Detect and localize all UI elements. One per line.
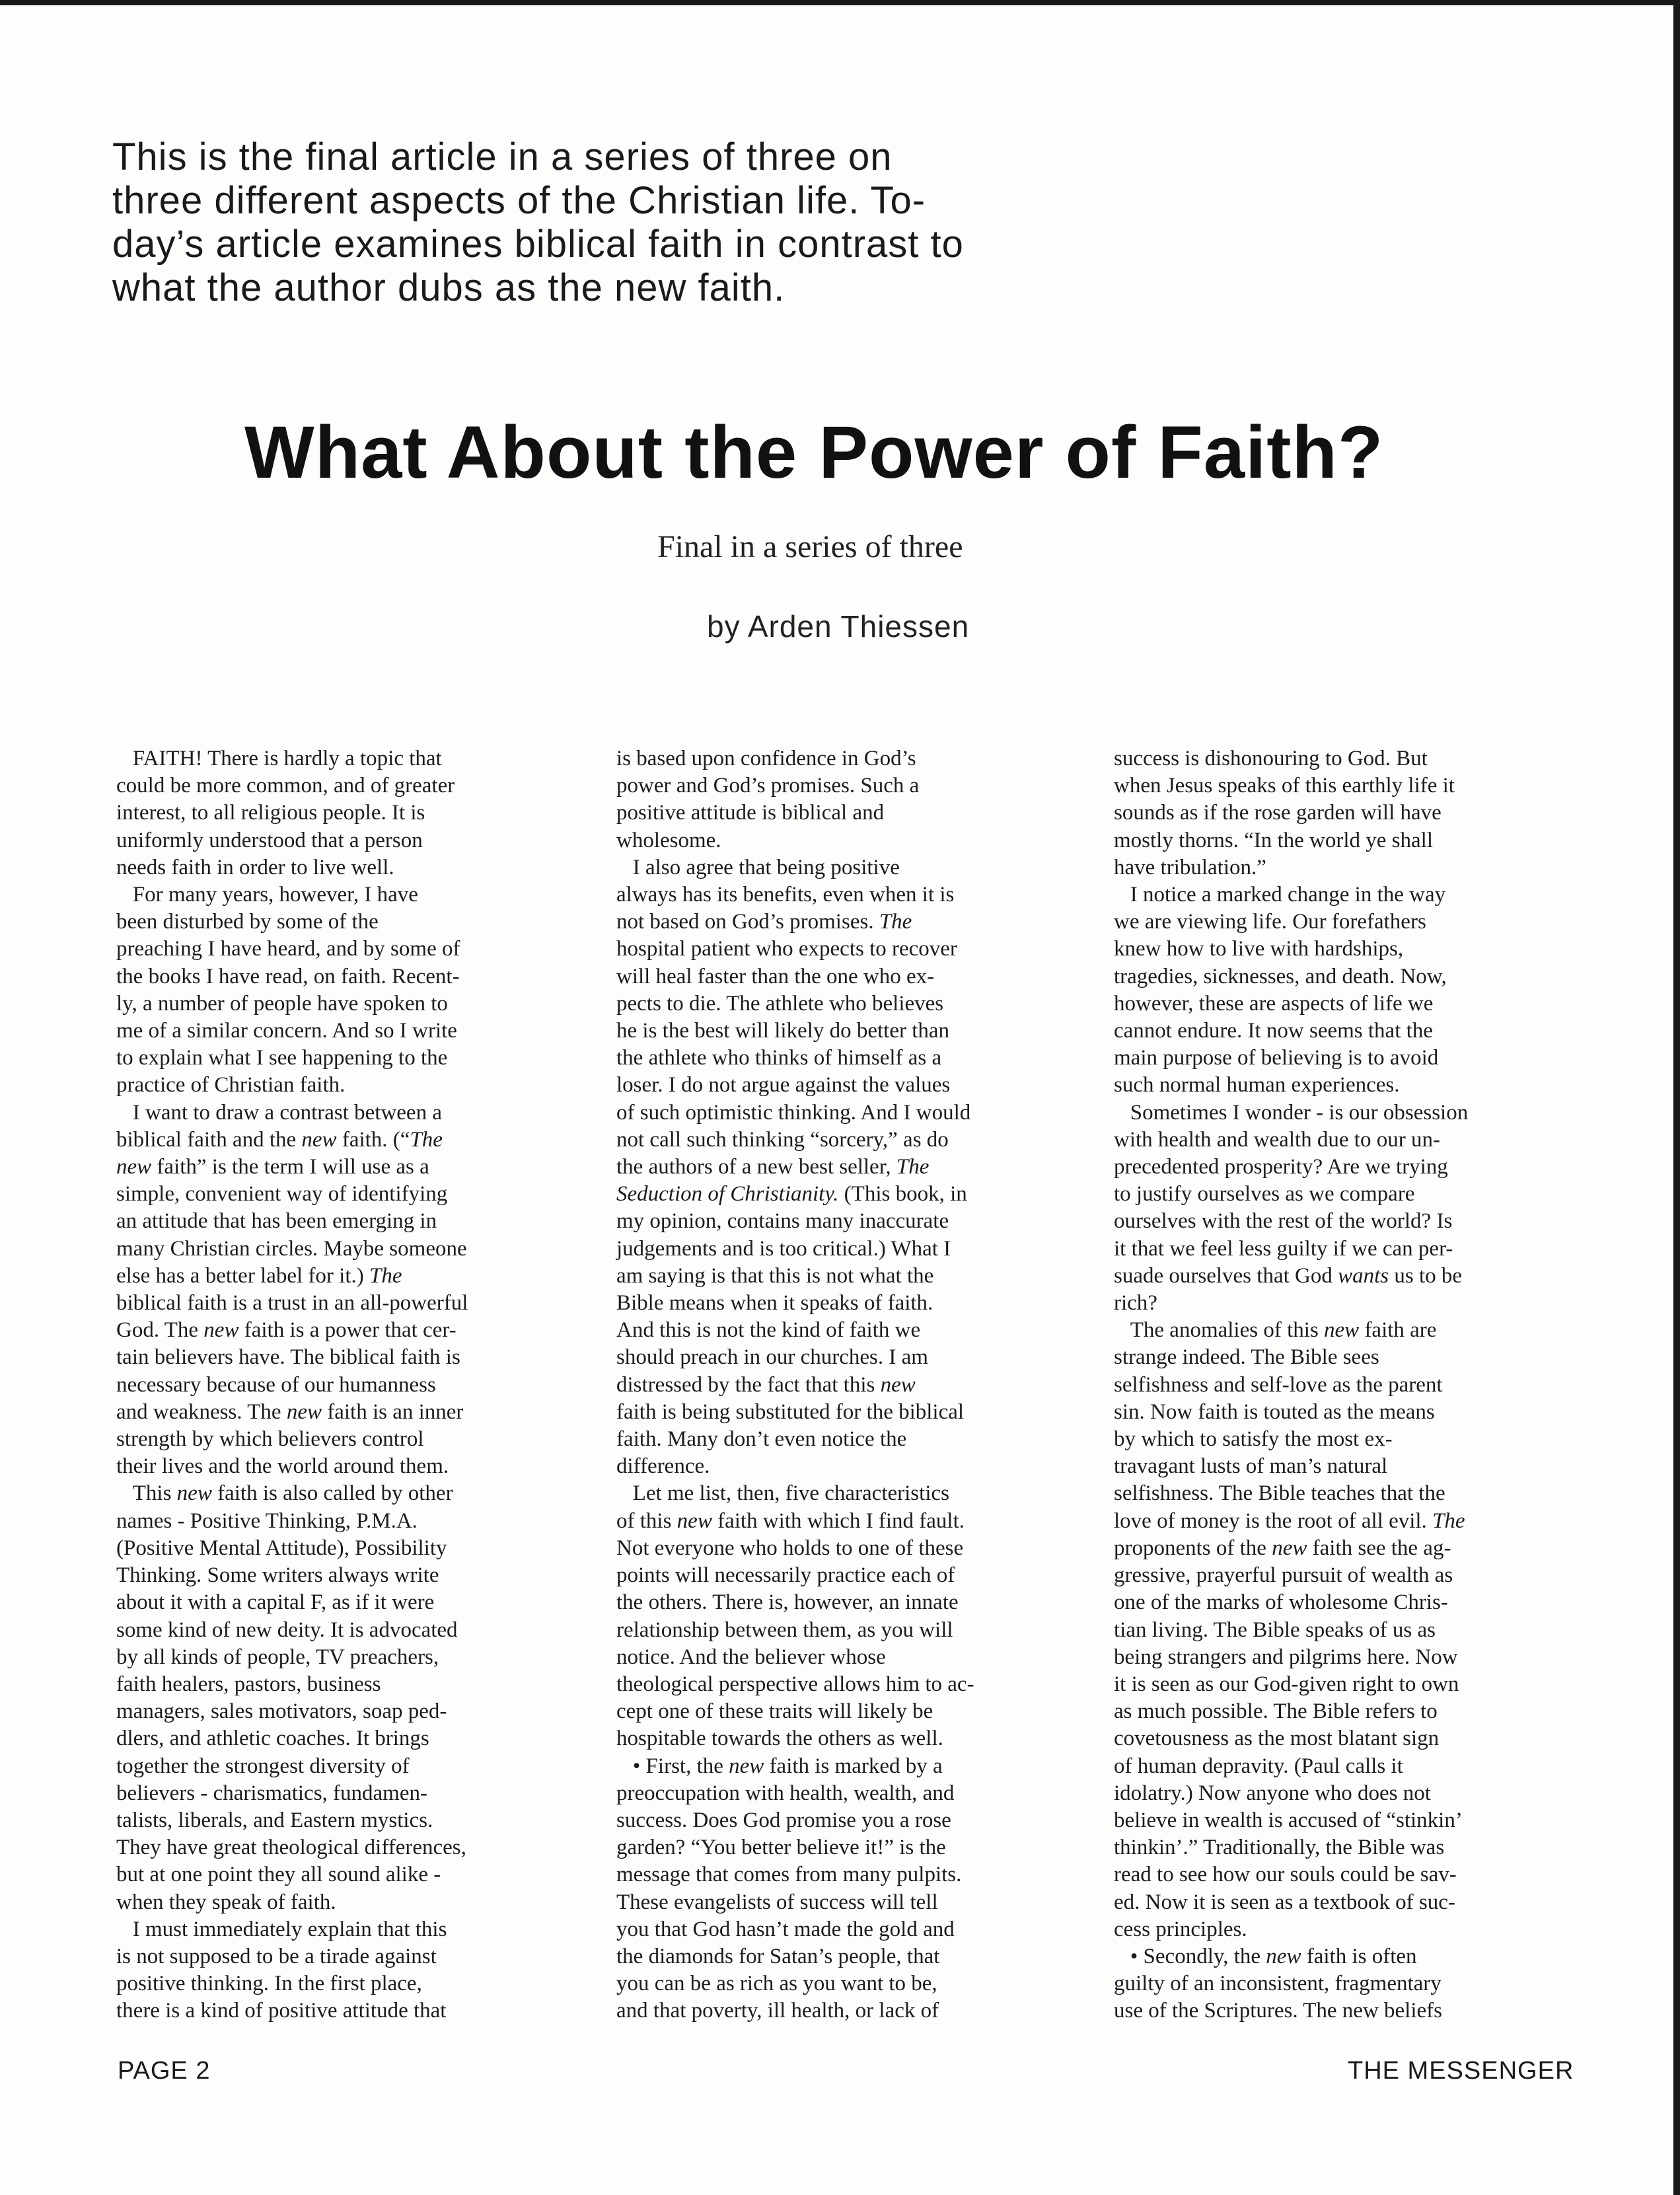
body-text-line: the books I have read, on faith. Recent- bbox=[116, 964, 460, 988]
body-text-line: you that God hasn’t made the gold and bbox=[616, 1917, 955, 1941]
article-column-1 bbox=[116, 745, 585, 2025]
body-text-line: could be more common, and of greater bbox=[116, 774, 455, 798]
body-text-line: Not everyone who holds to one of these bbox=[616, 1536, 964, 1560]
body-text-line: rich? bbox=[1114, 1291, 1157, 1316]
body-text-line: you can be as rich as you want to be, bbox=[616, 1972, 937, 1996]
body-text-line: when they speak of faith. bbox=[116, 1890, 336, 1914]
body-text-line: their lives and the world around them. bbox=[116, 1454, 449, 1479]
body-text-line: practice of Christian faith. bbox=[116, 1073, 346, 1098]
body-text-line: pects to die. The athlete who believes bbox=[616, 991, 944, 1016]
body-text-line: will heal faster than the one who ex- bbox=[616, 964, 935, 988]
body-text-line: (Positive Mental Attitude), Possibility bbox=[116, 1536, 447, 1560]
body-text-line: selfishness. The Bible teaches that the bbox=[1114, 1481, 1445, 1506]
body-text-line: interest, to all religious people. It is bbox=[116, 801, 425, 825]
body-text-line: tragedies, sicknesses, and death. Now, bbox=[1114, 964, 1447, 988]
body-text-line: biblical faith and the new faith. (“The bbox=[116, 1127, 443, 1152]
body-text-line: believe in wealth is accused of “stinkin’ bbox=[1114, 1808, 1463, 1832]
body-text-line: ed. Now it is seen as a textbook of suc- bbox=[1114, 1890, 1455, 1914]
body-text-line: faith. Many don’t even notice the bbox=[616, 1427, 907, 1452]
body-text-line: I notice a marked change in the way bbox=[1114, 883, 1446, 907]
body-text-line: theological perspective allows him to ac- bbox=[616, 1672, 974, 1696]
intro-blurb bbox=[112, 135, 1103, 310]
top-border bbox=[0, 0, 1680, 5]
body-text-line: new faith” is the term I will use as a bbox=[116, 1155, 429, 1179]
body-text-line: judgements and is too critical.) What I bbox=[616, 1236, 951, 1261]
body-text-line: simple, convenient way of identifying bbox=[116, 1182, 448, 1207]
body-text-line: cannot endure. It now seems that the bbox=[1114, 1019, 1433, 1043]
body-text-line: travagant lusts of man’s natural bbox=[1114, 1454, 1388, 1479]
body-text-line: and that poverty, ill health, or lack of bbox=[616, 1999, 939, 2023]
body-text-line: These evangelists of success will tell bbox=[616, 1890, 938, 1914]
body-text-line: precedented prosperity? Are we trying bbox=[1114, 1155, 1448, 1179]
body-text-line: Seduction of Christianity. (This book, in bbox=[616, 1182, 967, 1207]
body-text-line: Let me list, then, five characteristics bbox=[616, 1481, 949, 1506]
body-text-line: loser. I do not argue against the values bbox=[616, 1073, 951, 1098]
body-text-line: many Christian circles. Maybe someone bbox=[116, 1236, 467, 1261]
article-column-2 bbox=[616, 745, 1085, 2025]
body-text-line: together the strongest diversity of bbox=[116, 1754, 410, 1778]
body-text-line: of such optimistic thinking. And I would bbox=[616, 1100, 971, 1125]
body-text-line: power and God’s promises. Such a bbox=[616, 774, 920, 798]
body-text-line: else has a better label for it.) The bbox=[116, 1263, 402, 1288]
body-text-line: as much possible. The Bible refers to bbox=[1114, 1699, 1438, 1724]
body-text-line: is based upon confidence in God’s bbox=[616, 747, 916, 770]
body-text-line: about it with a capital F, as if it were bbox=[116, 1590, 435, 1615]
body-text-line: hospitable towards the others as well. bbox=[616, 1727, 943, 1751]
body-text-line: cept one of these traits will likely be bbox=[616, 1699, 933, 1724]
body-text-line: been disturbed by some of the bbox=[116, 910, 379, 934]
body-text-line: relationship between them, as you will bbox=[616, 1618, 953, 1642]
right-border bbox=[1673, 0, 1680, 2195]
body-text-line: there is a kind of positive attitude that bbox=[116, 1999, 447, 2023]
body-text-line: cess principles. bbox=[1114, 1917, 1247, 1941]
body-text-line: managers, sales motivators, soap ped- bbox=[116, 1699, 447, 1724]
intro-line: This is the final article in a series of three on bbox=[112, 135, 893, 178]
body-text-line: hospital patient who expects to recover bbox=[616, 937, 957, 961]
body-text-line: selfishness and self-love as the parent bbox=[1114, 1372, 1443, 1397]
body-text-line: of this new faith with which I find fault. bbox=[616, 1508, 965, 1533]
body-text-line: I must immediately explain that this bbox=[116, 1917, 447, 1941]
body-text-line: faith is being substituted for the biblical bbox=[616, 1399, 965, 1424]
body-text-line: should preach in our churches. I am bbox=[616, 1345, 928, 1370]
body-text-line: but at one point they all sound alike - bbox=[116, 1863, 441, 1887]
body-text-line: always has its benefits, even when it is bbox=[616, 883, 955, 907]
article-subtitle: Final in a series of three bbox=[657, 529, 963, 564]
body-text-line: This new faith is also called by other bbox=[116, 1481, 453, 1506]
body-text-line: however, these are aspects of life we bbox=[1114, 991, 1434, 1016]
body-text-line: proponents of the new faith see the ag- bbox=[1114, 1536, 1451, 1560]
body-text-line: the diamonds for Satan’s people, that bbox=[616, 1944, 940, 1968]
body-text-line: strength by which believers control bbox=[116, 1427, 424, 1452]
body-text-line: we are viewing life. Our forefathers bbox=[1114, 910, 1426, 934]
body-text-line: an attitude that has been emerging in bbox=[116, 1209, 437, 1234]
body-text-line: Thinking. Some writers always write bbox=[116, 1563, 439, 1588]
body-text-line: mostly thorns. “In the world ye shall bbox=[1114, 828, 1434, 852]
body-text-line: And this is not the kind of faith we bbox=[616, 1318, 921, 1343]
body-text-line: me of a similar concern. And so I write bbox=[116, 1019, 457, 1043]
body-text-line: the authors of a new best seller, The bbox=[616, 1155, 930, 1179]
body-text-line: They have great theological differences, bbox=[116, 1836, 466, 1860]
body-text-line: message that comes from many pulpits. bbox=[616, 1863, 962, 1887]
article-column-3 bbox=[1114, 745, 1583, 2025]
body-text-line: thinkin’.” Traditionally, the Bible was bbox=[1114, 1836, 1445, 1860]
body-text-line: suade ourselves that God wants us to be bbox=[1114, 1263, 1463, 1288]
body-text-line: tain believers have. The biblical faith is bbox=[116, 1345, 460, 1370]
body-text-line: faith healers, pastors, business bbox=[116, 1672, 381, 1696]
body-text-line: Sometimes I wonder - is our obsession bbox=[1114, 1100, 1469, 1125]
body-text-line: Bible means when it speaks of faith. bbox=[616, 1291, 933, 1316]
body-text-line: I want to draw a contrast between a bbox=[116, 1100, 442, 1125]
body-text-line: use of the Scriptures. The new beliefs bbox=[1114, 1999, 1442, 2023]
body-text-line: with health and wealth due to our un- bbox=[1114, 1127, 1440, 1152]
body-text-line: God. The new faith is a power that cer- bbox=[116, 1318, 457, 1343]
body-text-line: distressed by the fact that this new bbox=[616, 1372, 916, 1397]
body-text-line: sounds as if the rose garden will have bbox=[1114, 801, 1442, 825]
publication-name: THE MESSENGER bbox=[1348, 2057, 1574, 2085]
article-byline: by Arden Thiessen bbox=[707, 609, 970, 644]
page-number: PAGE 2 bbox=[118, 2057, 211, 2085]
body-text-line: preaching I have heard, and by some of bbox=[116, 937, 460, 961]
article-title: What About the Power of Faith? bbox=[244, 411, 1384, 494]
body-text-line: by which to satisfy the most ex- bbox=[1114, 1427, 1393, 1452]
body-text-line: not call such thinking “sorcery,” as do bbox=[616, 1127, 949, 1152]
body-text-line: biblical faith is a trust in an all-powerful bbox=[116, 1291, 468, 1316]
body-text-line: by all kinds of people, TV preachers, bbox=[116, 1645, 439, 1669]
body-text-line: positive thinking. In the first place, bbox=[116, 1972, 422, 1996]
body-text-line: ourselves with the rest of the world? Is bbox=[1114, 1209, 1453, 1234]
body-text-line: such normal human experiences. bbox=[1114, 1073, 1400, 1098]
body-text-line: have tribulation.” bbox=[1114, 855, 1266, 879]
body-text-line: love of money is the root of all evil. The bbox=[1114, 1508, 1465, 1533]
body-text-line: my opinion, contains many inaccurate bbox=[616, 1209, 949, 1234]
body-text-line: strange indeed. The Bible sees bbox=[1114, 1345, 1379, 1370]
body-text-line: preoccupation with health, wealth, and bbox=[616, 1781, 955, 1805]
body-text-line: • First, the new faith is marked by a bbox=[616, 1754, 943, 1778]
intro-line: three different aspects of the Christian life. To- bbox=[112, 179, 926, 222]
intro-line: what the author dubs as the new faith. bbox=[112, 266, 785, 309]
body-text-line: dlers, and athletic coaches. It brings bbox=[116, 1727, 429, 1751]
body-text-line: positive attitude is biblical and bbox=[616, 801, 885, 825]
body-text-line: uniformly understood that a person bbox=[116, 828, 423, 852]
body-text-line: some kind of new deity. It is advocated bbox=[116, 1618, 458, 1642]
body-text-line: necessary because of our humanness bbox=[116, 1372, 436, 1397]
body-text-line: guilty of an inconsistent, fragmentary bbox=[1114, 1972, 1442, 1996]
body-text-line: ly, a number of people have spoken to bbox=[116, 991, 448, 1016]
body-text-line: covetousness as the most blatant sign bbox=[1114, 1727, 1440, 1751]
body-text-line: needs faith in order to live well. bbox=[116, 855, 394, 879]
body-text-line: main purpose of believing is to avoid bbox=[1114, 1046, 1439, 1070]
body-text-line: • Secondly, the new faith is often bbox=[1114, 1944, 1417, 1968]
body-text-line: difference. bbox=[616, 1454, 710, 1479]
body-text-line: knew how to live with hardships, bbox=[1114, 937, 1404, 961]
body-text-line: garden? “You better believe it!” is the bbox=[616, 1836, 946, 1860]
body-text-line: and weakness. The new faith is an inner bbox=[116, 1399, 464, 1424]
body-text-line: to justify ourselves as we compare bbox=[1114, 1182, 1415, 1207]
body-text-line: one of the marks of wholesome Chris- bbox=[1114, 1590, 1448, 1615]
body-text-line: it that we feel less guilty if we can per- bbox=[1114, 1236, 1453, 1261]
body-text-line: notice. And the believer whose bbox=[616, 1645, 886, 1669]
body-text-line: to explain what I see happening to the bbox=[116, 1046, 448, 1070]
body-text-line: sin. Now faith is touted as the means bbox=[1114, 1399, 1435, 1424]
body-text-line: is not supposed to be a tirade against bbox=[116, 1944, 437, 1968]
intro-line: day’s article examines biblical faith in contrast to bbox=[112, 223, 964, 266]
body-text-line: talists, liberals, and Eastern mystics. bbox=[116, 1808, 433, 1832]
body-text-line: success. Does God promise you a rose bbox=[616, 1808, 951, 1832]
body-text-line: names - Positive Thinking, P.M.A. bbox=[116, 1508, 418, 1533]
body-text-line: the others. There is, however, an innate bbox=[616, 1590, 959, 1615]
body-text-line: the athlete who thinks of himself as a bbox=[616, 1046, 942, 1070]
body-text-line: wholesome. bbox=[616, 828, 721, 852]
body-text-line: when Jesus speaks of this earthly life it bbox=[1114, 774, 1455, 798]
body-text-line: am saying is that this is not what the bbox=[616, 1263, 934, 1288]
body-text-line: I also agree that being positive bbox=[616, 855, 900, 879]
body-text-line: believers - charismatics, fundamen- bbox=[116, 1781, 427, 1805]
body-text-line: points will necessarily practice each of bbox=[616, 1563, 955, 1588]
body-text-line: read to see how our souls could be sav- bbox=[1114, 1863, 1457, 1887]
body-text-line: gressive, prayerful pursuit of wealth as bbox=[1114, 1563, 1453, 1588]
body-text-line: not based on God’s promises. The bbox=[616, 910, 912, 934]
body-text-line: For many years, however, I have bbox=[116, 883, 418, 907]
body-text-line: idolatry.) Now anyone who does not bbox=[1114, 1781, 1431, 1805]
body-text-line: he is the best will likely do better than bbox=[616, 1019, 950, 1043]
body-text-line: success is dishonouring to God. But bbox=[1114, 747, 1428, 770]
body-text-line: of human depravity. (Paul calls it bbox=[1114, 1754, 1403, 1778]
body-text-line: being strangers and pilgrims here. Now bbox=[1114, 1645, 1458, 1669]
body-text-line: FAITH! There is hardly a topic that bbox=[116, 747, 442, 770]
body-text-line: tian living. The Bible speaks of us as bbox=[1114, 1618, 1436, 1642]
body-text-line: it is seen as our God-given right to own bbox=[1114, 1672, 1459, 1696]
body-text-line: The anomalies of this new faith are bbox=[1114, 1318, 1437, 1343]
